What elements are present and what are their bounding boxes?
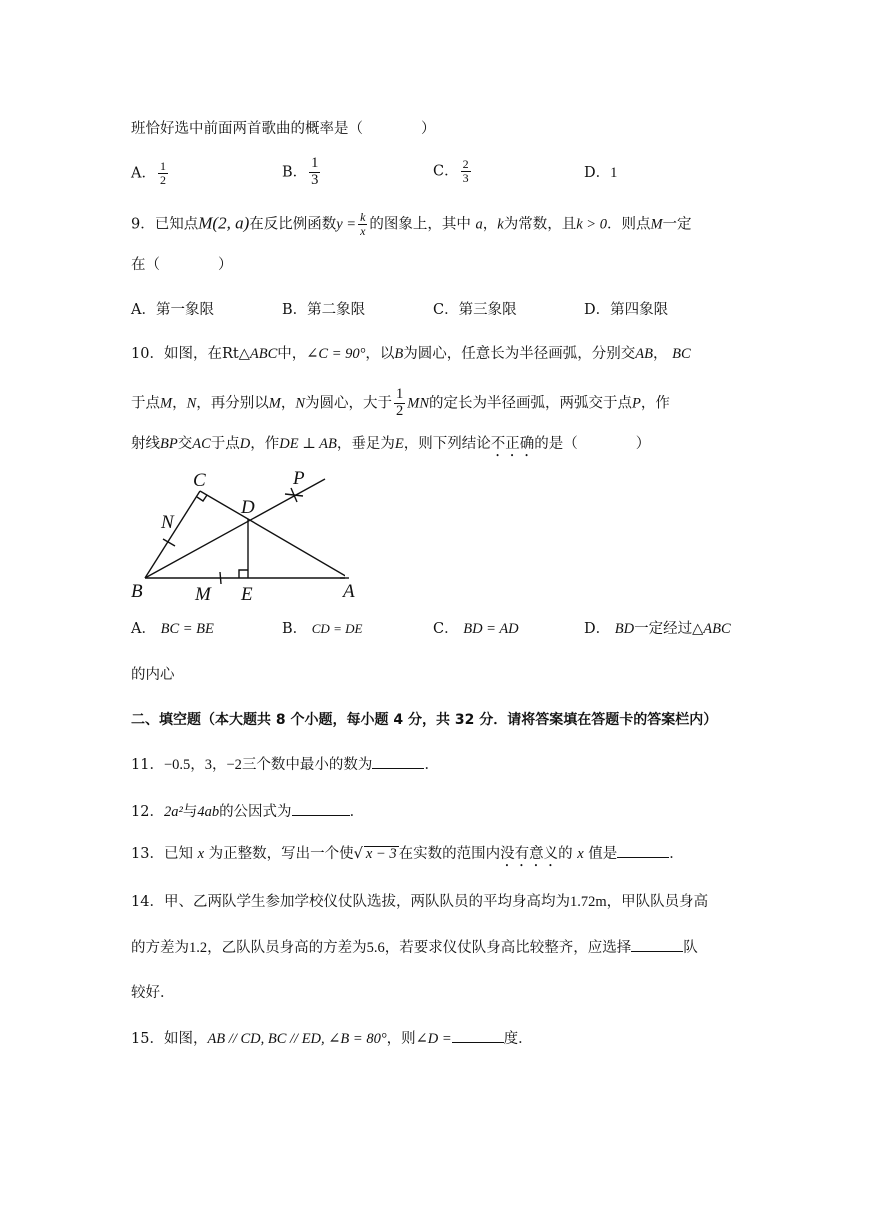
right-angle-c <box>197 495 207 501</box>
label-c: C <box>193 470 206 491</box>
q10-option-d-continued: 的内心 <box>131 667 175 683</box>
answer-blank[interactable] <box>617 857 669 858</box>
arc-p-2 <box>285 494 303 496</box>
q10-option-a[interactable]: A． BC = BE <box>131 621 214 637</box>
fraction: $\frac{1}{3}$ <box>311 155 319 188</box>
q9-stem-line1: 9．已知点M(2, a)在反比例函数y = $\frac{k}{x}$ 的图象上，其中 a，k为常数，且k > 0．则点M一定 <box>131 210 692 239</box>
q10-option-b[interactable]: B． CD = DE <box>282 621 363 637</box>
q13: 13．已知 x 为正整数，写出一个使√ x − 3 在实数的范围内没有意义的 x 值是 ． <box>131 846 684 862</box>
q9-stem-line2: 在（ ） <box>131 257 233 273</box>
q10-stem-line3: 射线BP交AC于点D，作DE ⊥ AB，垂足为E，则下列结论不正确的是（ ） <box>131 436 651 452</box>
q12: 12．2a²与4ab的公因式为 ． <box>131 804 365 820</box>
q14-line1: 14．甲、乙两队学生参加学校仪仗队选拔，两队队员的平均身高均为1.72m，甲队队员身高 <box>131 894 709 910</box>
q8-option-c[interactable]: C． $\frac{2}{3}$ <box>433 157 469 186</box>
arc-m <box>220 572 221 584</box>
answer-blank[interactable] <box>292 815 350 816</box>
q10-figure <box>125 466 345 606</box>
label-n: N <box>161 512 174 533</box>
segment-ca <box>200 491 345 578</box>
answer-blank[interactable] <box>631 951 683 952</box>
label-e: E <box>241 584 253 605</box>
label-m: M <box>195 584 211 605</box>
fraction: $\frac{k}{x}$ <box>360 210 366 239</box>
label-a: A <box>343 581 355 602</box>
q9-option-b[interactable]: B．第二象限 <box>282 302 366 318</box>
q14-line2: 的方差为1.2，乙队队员身高的方差为5.6，若要求仪仗队身高比较整齐，应选择 队 <box>131 940 698 956</box>
q10-option-d[interactable]: D． BD一定经过△ABC <box>584 621 731 637</box>
q8-option-a[interactable]: A． $\frac{1}{2}$ <box>131 159 166 188</box>
q10-stem-line2: 于点M，N，再分别以M，N为圆心，大于 $\frac{1}{2}$ MN的定长为半径画弧，两弧交于点P，作 <box>131 386 670 419</box>
q9-option-c[interactable]: C．第三象限 <box>433 302 517 318</box>
q8-option-b[interactable]: B． $\frac{1}{3}$ <box>282 155 319 188</box>
segment-bc <box>145 491 200 578</box>
q10-stem-line1: 10．如图，在Rt△ABC中，∠C = 90°，以B为圆心，任意长为半径画弧，分别交AB， BC <box>131 346 691 362</box>
fraction: $\frac{2}{3}$ <box>462 157 469 186</box>
q9-option-a[interactable]: A．第一象限 <box>131 302 214 318</box>
q14-line3: 较好． <box>131 985 175 1001</box>
right-angle-e <box>239 570 248 578</box>
q10-figure-right <box>340 570 370 606</box>
q8-stem: 班恰好选中前面两首歌曲的概率是（ ） <box>131 121 436 137</box>
q8-option-d[interactable]: D．1 <box>584 165 618 181</box>
fraction: $\frac{1}{2}$ <box>159 159 166 188</box>
q10-option-c[interactable]: C． BD = AD <box>433 621 519 637</box>
q15: 15．如图，AB // CD, BC // ED, ∠B = 80°，则∠D = 度． <box>131 1031 533 1047</box>
section-heading: 二、填空题（本大题共 8 个小题，每小题 4 分，共 32 分．请将答案填在答题卡的答案栏内） <box>131 712 718 728</box>
q11: 11．−0.5，3，−2三个数中最小的数为 ． <box>131 757 439 773</box>
label-b: B <box>131 581 143 602</box>
answer-blank[interactable] <box>372 768 424 769</box>
q9-option-d[interactable]: D．第四象限 <box>584 302 669 318</box>
label-p: P <box>293 468 305 489</box>
answer-blank[interactable] <box>452 1042 504 1043</box>
fraction: $\frac{1}{2}$ <box>396 386 404 419</box>
sqrt-icon: √ <box>353 846 363 862</box>
label-d: D <box>241 497 255 518</box>
